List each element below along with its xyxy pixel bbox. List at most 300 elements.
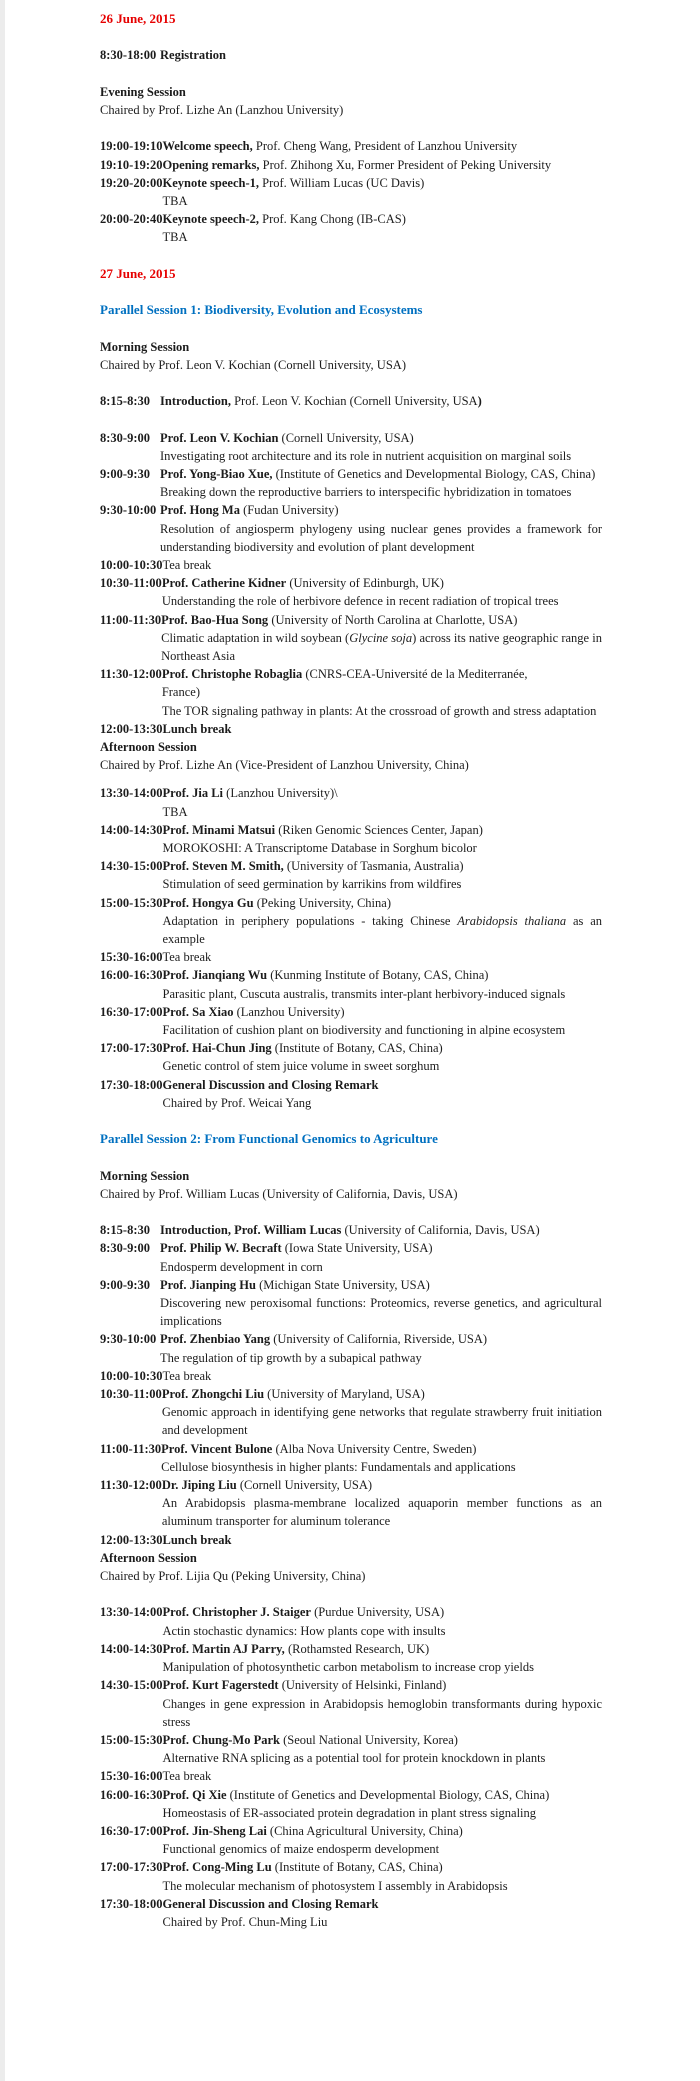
text-segment: Genomic approach in identifying gene networks that regulate strawberry fruit initiation and development [161,1405,602,1438]
event-time: 8:30-18:00 [100,48,157,63]
spacer [100,283,602,301]
text-segment: Prof. Cong-Ming Lu [162,1860,272,1875]
event-content [163,1640,603,1676]
text-segment: Chaired by Prof. Chun-Ming Liu [162,1914,328,1929]
text-segment: Prof. Qi Xie [162,1787,227,1802]
event-text-line [163,821,603,839]
event-content [163,137,603,155]
event-time: 15:00-15:30 [100,1732,163,1747]
text-segment: (Cornell University, USA) [278,430,414,445]
text-segment: Parasitic plant, Cuscuta australis, transmits inter-plant herbivory-induced signals [162,986,566,1001]
text-segment: MOROKOSHI: A Transcriptome Database in Sorghum bicolor [162,841,477,856]
text-segment: Prof. Chung-Mo Park [162,1732,280,1747]
event-content [162,1385,602,1440]
spacer [100,28,602,46]
text-segment: Prof. Vincent Bulone [161,1441,273,1456]
event-text-line [160,429,602,447]
text-segment: The molecular mechanism of photosystem I assembly in Arabidopsis [162,1878,508,1893]
event-content [162,665,602,720]
event-text-line [160,1276,602,1294]
text-segment: (University of Maryland, USA) [264,1387,425,1402]
event-text-line [163,1603,603,1621]
text-segment: Glycine soja [349,630,413,645]
text-segment: Prof. Leon V. Kochian [160,430,279,445]
text-segment: Arabidopsis thaliana [457,913,567,928]
schedule-event-row [100,1330,602,1366]
text-segment: Prof. Jianping Hu [160,1277,256,1292]
text-segment: Prof. Bao-Hua Song [161,612,269,627]
text-segment: Prof. Christopher J. Staiger [162,1605,311,1620]
event-text-line [160,1294,602,1330]
text-segment: The regulation of tip growth by a subapical pathway [160,1350,422,1365]
event-time: 15:00-15:30 [100,895,163,910]
event-content [163,966,603,1002]
text-segment: Introduction, Prof. William Lucas [160,1223,342,1238]
event-content [160,429,602,465]
schedule-event-row [100,821,602,857]
event-text-line [163,1640,603,1658]
schedule-event-row [100,574,602,610]
event-content [160,1221,602,1239]
text-segment: Homeostasis of ER-associated protein degradation in plant stress signaling [162,1805,537,1820]
event-text-line [163,1822,603,1840]
schedule-event-row [100,392,602,410]
subsession-heading: Afternoon Session [100,1550,197,1565]
spacer [100,1148,602,1166]
event-time: 10:30-11:00 [100,576,162,591]
event-text-line [163,839,603,857]
text-segment: (Riken Genomic Sciences Center, Japan) [275,822,483,837]
event-content [161,1440,602,1476]
event-text-line [162,1403,602,1439]
event-content [163,857,603,893]
text-segment: Genetic control of stem juice volume in sweet sorghum [162,1059,440,1074]
text-segment: (Purdue University, USA) [310,1605,445,1620]
event-text-line [161,629,602,665]
text-segment: Changes in gene expression in Arabidopsis hemoglobin transformants during hypoxic stress [162,1696,602,1729]
schedule-event-row [100,1221,602,1239]
text-segment: Welcome speech, [162,139,253,154]
text-segment: (Lanzhou University) [233,1004,345,1019]
schedule-event-row [100,1440,602,1476]
text-segment: Climatic adaptation in wild soybean ( [161,630,350,645]
text-segment: ) across its native geographic range in Northeast Asia [161,630,602,663]
event-text-line [163,1786,603,1804]
event-content [160,1330,602,1366]
event-text-line [161,1440,602,1458]
schedule-event-row [100,894,602,949]
spacer [100,119,602,137]
text-segment: Prof. Jin-Sheng Lai [162,1823,267,1838]
event-time: 14:00-14:30 [100,1641,163,1656]
event-text-line [163,1840,603,1858]
event-time: 15:30-16:00 [100,1769,163,1784]
spacer [100,65,602,83]
text-segment: Functional genomics of maize endosperm development [162,1842,440,1857]
text-segment: Prof. Steven M. Smith, [162,859,284,874]
text-segment: Tea break [162,1368,212,1383]
spacer [100,774,602,784]
event-text-line [163,912,603,948]
event-text-line [163,857,603,875]
subsession-heading: Morning Session [100,1168,190,1183]
subsession-heading: Evening Session [100,84,186,99]
schedule-event-row [100,46,602,64]
text-segment: Dr. Jiping Liu [161,1478,237,1493]
event-text-line [163,720,603,738]
event-text-line [163,1021,603,1039]
text-segment: Prof. Philip W. Becraft [160,1241,282,1256]
spacer [100,247,602,265]
text-segment: (Michigan State University, USA) [255,1277,430,1292]
text-segment: Manipulation of photosynthetic carbon metabolism to increase crop yields [162,1660,534,1675]
text-segment: Resolution of angiosperm phylogeny using nuclear genes provides a framework for understanding biodiversity and evolution of plant development [160,521,602,554]
text-segment: Lunch break [162,721,232,736]
event-text-line [162,574,602,592]
event-text-line [163,210,603,228]
event-content [163,1367,603,1385]
schedule-event-row [100,1039,602,1075]
text-segment: An Arabidopsis plasma-membrane localized aquaporin member functions as an aluminum transporter for aluminum tolerance [161,1496,602,1529]
event-text-line [162,592,602,610]
text-segment: Prof. Martin AJ Parry, [162,1641,285,1656]
event-text-line [160,1221,602,1239]
schedule-event-row [100,1385,602,1440]
text-segment: Prof. Sa Xiao [162,1004,234,1019]
chair-line: Chaired by Prof. Lijia Qu (Peking University, China) [100,1569,366,1584]
text-segment: Chaired by Prof. Weicai Yang [162,1095,312,1110]
text-segment: Investigating root architecture and its role in nutrient acquisition on marginal soils [160,448,572,463]
page-edge [0,0,5,2081]
text-segment: (Institute of Genetics and Developmental Biology, CAS, China) [272,466,596,481]
text-segment: ) [477,394,482,409]
text-segment: Facilitation of cushion plant on biodiversity and functioning in alpine ecosystem [162,1023,566,1038]
text-segment: Keynote speech-1, [162,175,260,190]
event-text-line [160,1330,602,1348]
event-time: 10:00-10:30 [100,1368,163,1383]
schedule-event-row [100,156,602,174]
event-content [163,1039,603,1075]
event-time: 13:30-14:00 [100,786,163,801]
event-text-line [163,156,603,174]
event-text-line [163,1695,603,1731]
text-segment: (Alba Nova University Centre, Sweden) [272,1441,477,1456]
event-text-line [162,1476,602,1494]
text-segment: Prof. Jia Li [162,786,224,801]
spacer [100,1112,602,1130]
schedule-event-row [100,1076,602,1112]
event-time: 14:00-14:30 [100,822,163,837]
date-heading: 27 June, 2015 [100,265,176,281]
event-time: 9:30-10:00 [100,503,157,518]
event-text-line [162,665,602,683]
event-content [162,1476,602,1531]
chair-line: Chaired by Prof. Lizhe An (Lanzhou University) [100,102,344,117]
chair-line: Chaired by Prof. Leon V. Kochian (Cornell University, USA) [100,357,406,372]
event-text-line [160,392,602,410]
event-text-line [163,228,603,246]
text-segment: Breaking down the reproductive barriers to interspecific hybridization in tomatoes [160,485,572,500]
event-time: 13:30-14:00 [100,1605,163,1620]
schedule-event-row [100,501,602,556]
event-content [163,1767,603,1785]
text-segment: (China Agricultural University, China) [266,1823,463,1838]
event-content [163,556,603,574]
schedule-event-row [100,948,602,966]
event-text-line [163,1094,603,1112]
event-time: 8:15-8:30 [100,1223,150,1238]
event-time: 16:30-17:00 [100,1004,163,1019]
text-segment: (Cornell University, USA) [236,1478,373,1493]
event-time: 19:10-19:20 [100,157,163,172]
event-content [163,1731,603,1767]
event-time: 10:00-10:30 [100,557,163,572]
event-text-line [160,46,602,64]
event-text-line [163,966,603,984]
event-content [163,1895,603,1931]
event-content [163,821,603,857]
text-segment: Lunch break [162,1532,232,1547]
event-text-line [163,1658,603,1676]
event-time: 17:00-17:30 [100,1041,163,1056]
text-segment: Prof. Hongya Gu [162,895,254,910]
spacer [100,1203,602,1221]
schedule-event-row [100,1003,602,1039]
text-segment: Prof. Hong Ma [160,503,240,518]
text-segment: France) [161,685,200,700]
text-segment: (Institute of Botany, CAS, China) [271,1041,443,1056]
schedule-event-row [100,137,602,155]
text-segment: Prof. Yong-Biao Xue, [160,466,273,481]
event-time: 17:00-17:30 [100,1860,163,1875]
event-text-line [160,520,602,556]
spacer [100,319,602,337]
schedule-event-row [100,784,602,820]
text-segment: Prof. Minami Matsui [162,822,276,837]
event-text-line [160,501,602,519]
schedule-event-row [100,1786,602,1822]
event-time: 19:00-19:10 [100,139,163,154]
event-content [163,174,603,210]
event-text-line [163,1622,603,1640]
event-text-line [162,1494,602,1530]
schedule-event-row [100,1895,602,1931]
event-text-line [163,1531,603,1549]
event-text-line [163,803,603,821]
text-segment: Prof. William Lucas (UC Davis) [259,175,425,190]
text-segment: Keynote speech-2, [162,212,260,227]
event-text-line [163,1913,603,1931]
text-segment: (Peking University, China) [253,895,391,910]
text-segment: as an example [162,913,603,947]
event-time: 8:30-9:00 [100,1241,150,1256]
date-heading: 26 June, 2015 [100,11,176,26]
event-text-line [160,465,602,483]
text-segment: Introduction, [160,394,231,409]
event-time: 17:30-18:00 [100,1077,163,1092]
schedule-event-row [100,1858,602,1894]
event-text-line [160,1349,602,1367]
subsession-heading: Afternoon Session [100,740,197,754]
text-segment: (Iowa State University, USA) [281,1241,433,1256]
text-segment: (CNRS-CEA-Université de la Mediterranée, [302,667,528,682]
event-time: 20:00-20:40 [100,212,163,227]
event-time: 8:30-9:00 [100,430,150,445]
schedule-event-row [100,857,602,893]
text-segment: (Lanzhou University)\ [223,786,338,801]
event-content [163,156,603,174]
text-segment: TBA [162,230,188,245]
text-segment: Prof. Zhenbiao Yang [160,1332,271,1347]
event-text-line [163,894,603,912]
event-time: 8:15-8:30 [100,394,150,409]
event-time: 9:30-10:00 [100,1332,157,1347]
event-text-line [160,1258,602,1276]
event-time: 16:00-16:30 [100,1787,163,1802]
text-segment: Endosperm development in corn [160,1259,323,1274]
event-content [160,1239,602,1275]
schedule-event-row [100,1276,602,1331]
event-time: 14:30-15:00 [100,859,163,874]
event-content [160,46,602,64]
schedule-event-row [100,174,602,210]
event-content [163,720,603,738]
schedule-event-row [100,611,602,666]
event-content [160,465,602,501]
event-text-line [163,174,603,192]
event-text-line [163,1895,603,1913]
event-text-line [163,1057,603,1075]
text-segment: General Discussion and Closing Remark [162,1077,379,1092]
text-segment: (Kunming Institute of Botany, CAS, China) [267,968,489,983]
schedule-event-row [100,665,602,720]
event-content [163,948,603,966]
event-text-line [163,1367,603,1385]
text-segment: Adaptation in periphery populations - taking Chinese [162,913,458,928]
event-time: 10:30-11:00 [100,1387,162,1402]
text-segment: Prof. Cheng Wang, President of Lanzhou University [252,139,518,154]
text-segment: (University of North Carolina at Charlotte, USA) [268,612,518,627]
event-text-line [163,1804,603,1822]
text-segment: Prof. Kurt Fagerstedt [162,1678,279,1693]
text-segment: Prof. Kang Chong (IB-CAS) [259,212,406,227]
event-content [160,501,602,556]
schedule-event-row [100,1731,602,1767]
text-segment: (Seoul National University, Korea) [279,1732,458,1747]
schedule-event-row [100,1822,602,1858]
text-segment: (Institute of Botany, CAS, China) [271,1860,443,1875]
event-content [163,1822,603,1858]
text-segment: (Fudan University) [239,503,339,518]
schedule-event-row [100,465,602,501]
event-content [163,1003,603,1039]
chair-line: Chaired by Prof. Lizhe An (Vice-President of Lanzhou University, China) [100,758,469,773]
schedule-event-row [100,720,602,738]
event-text-line [160,447,602,465]
event-text-line [160,1239,602,1257]
spacer [100,410,602,428]
text-segment: Tea break [162,1769,212,1784]
schedule-event-row [100,1767,602,1785]
event-text-line [160,483,602,501]
text-segment: General Discussion and Closing Remark [162,1896,379,1911]
schedule-event-row [100,1676,602,1731]
text-segment: Tea break [162,950,212,965]
event-time: 9:00-9:30 [100,1277,150,1292]
schedule-event-row [100,429,602,465]
event-content [163,1676,603,1731]
text-segment: (University of Helsinki, Finland) [278,1678,447,1693]
event-time: 17:30-18:00 [100,1896,163,1911]
text-segment: Prof. Christophe Robaglia [161,667,303,682]
schedule-event-row [100,1239,602,1275]
event-content [163,784,603,820]
event-time: 16:30-17:00 [100,1823,163,1838]
schedule-event-row [100,210,602,246]
schedule-event-row [100,1367,602,1385]
text-segment: Prof. Zhihong Xu, Former President of Peking University [259,157,552,172]
text-segment: (University of California, Riverside, USA) [270,1332,488,1347]
text-segment: Prof. Hai-Chun Jing [162,1041,272,1056]
event-text-line [162,1385,602,1403]
event-time: 11:00-11:30 [100,1441,162,1456]
text-segment: (Rothamsted Research, UK) [284,1641,430,1656]
event-time: 11:30-12:00 [100,667,162,682]
event-text-line [163,1731,603,1749]
event-content [163,1531,603,1549]
text-segment: Opening remarks, [162,157,260,172]
event-text-line [163,1749,603,1767]
event-text-line [161,611,602,629]
event-text-line [161,1458,602,1476]
event-content [163,894,603,949]
text-segment: (University of Edinburgh, UK) [286,576,444,591]
text-segment: (Institute of Genetics and Developmental Biology, CAS, China) [226,1787,550,1802]
spacer [100,1585,602,1603]
event-time: 12:00-13:30 [100,721,163,736]
event-content [163,1858,603,1894]
text-segment: Discovering new peroxisomal functions: Proteomics, reverse genetics, and agricultural implications [160,1296,602,1329]
event-text-line [163,1076,603,1094]
text-segment: (University of Tasmania, Australia) [283,859,464,874]
text-segment: Actin stochastic dynamics: How plants cope with insults [162,1623,446,1638]
text-segment: Prof. Leon V. Kochian (Cornell University, USA [230,394,478,409]
event-content [163,1786,603,1822]
schedule-event-row [100,1531,602,1549]
schedule-event-row [100,966,602,1002]
event-text-line [163,784,603,802]
text-segment: Prof. Catherine Kidner [161,576,287,591]
event-text-line [163,1003,603,1021]
spacer [100,374,602,392]
schedule-event-row [100,1603,602,1639]
event-text-line [163,985,603,1003]
text-segment: TBA [162,193,188,208]
text-segment: Cellulose biosynthesis in higher plants: Fundamentals and applications [161,1459,516,1474]
schedule-event-row [100,1640,602,1676]
event-content [163,1076,603,1112]
schedule-event-row [100,556,602,574]
text-segment: (University of California, Davis, USA) [341,1223,540,1238]
event-content [160,1276,602,1331]
event-text-line [163,948,603,966]
subsession-heading: Morning Session [100,339,190,354]
event-content [161,611,602,666]
text-segment: Stimulation of seed germination by karrikins from wildfires [162,877,462,892]
chair-line: Chaired by Prof. William Lucas (University of California, Davis, USA) [100,1186,458,1201]
event-content [162,574,602,610]
event-time: 14:30-15:00 [100,1678,163,1693]
